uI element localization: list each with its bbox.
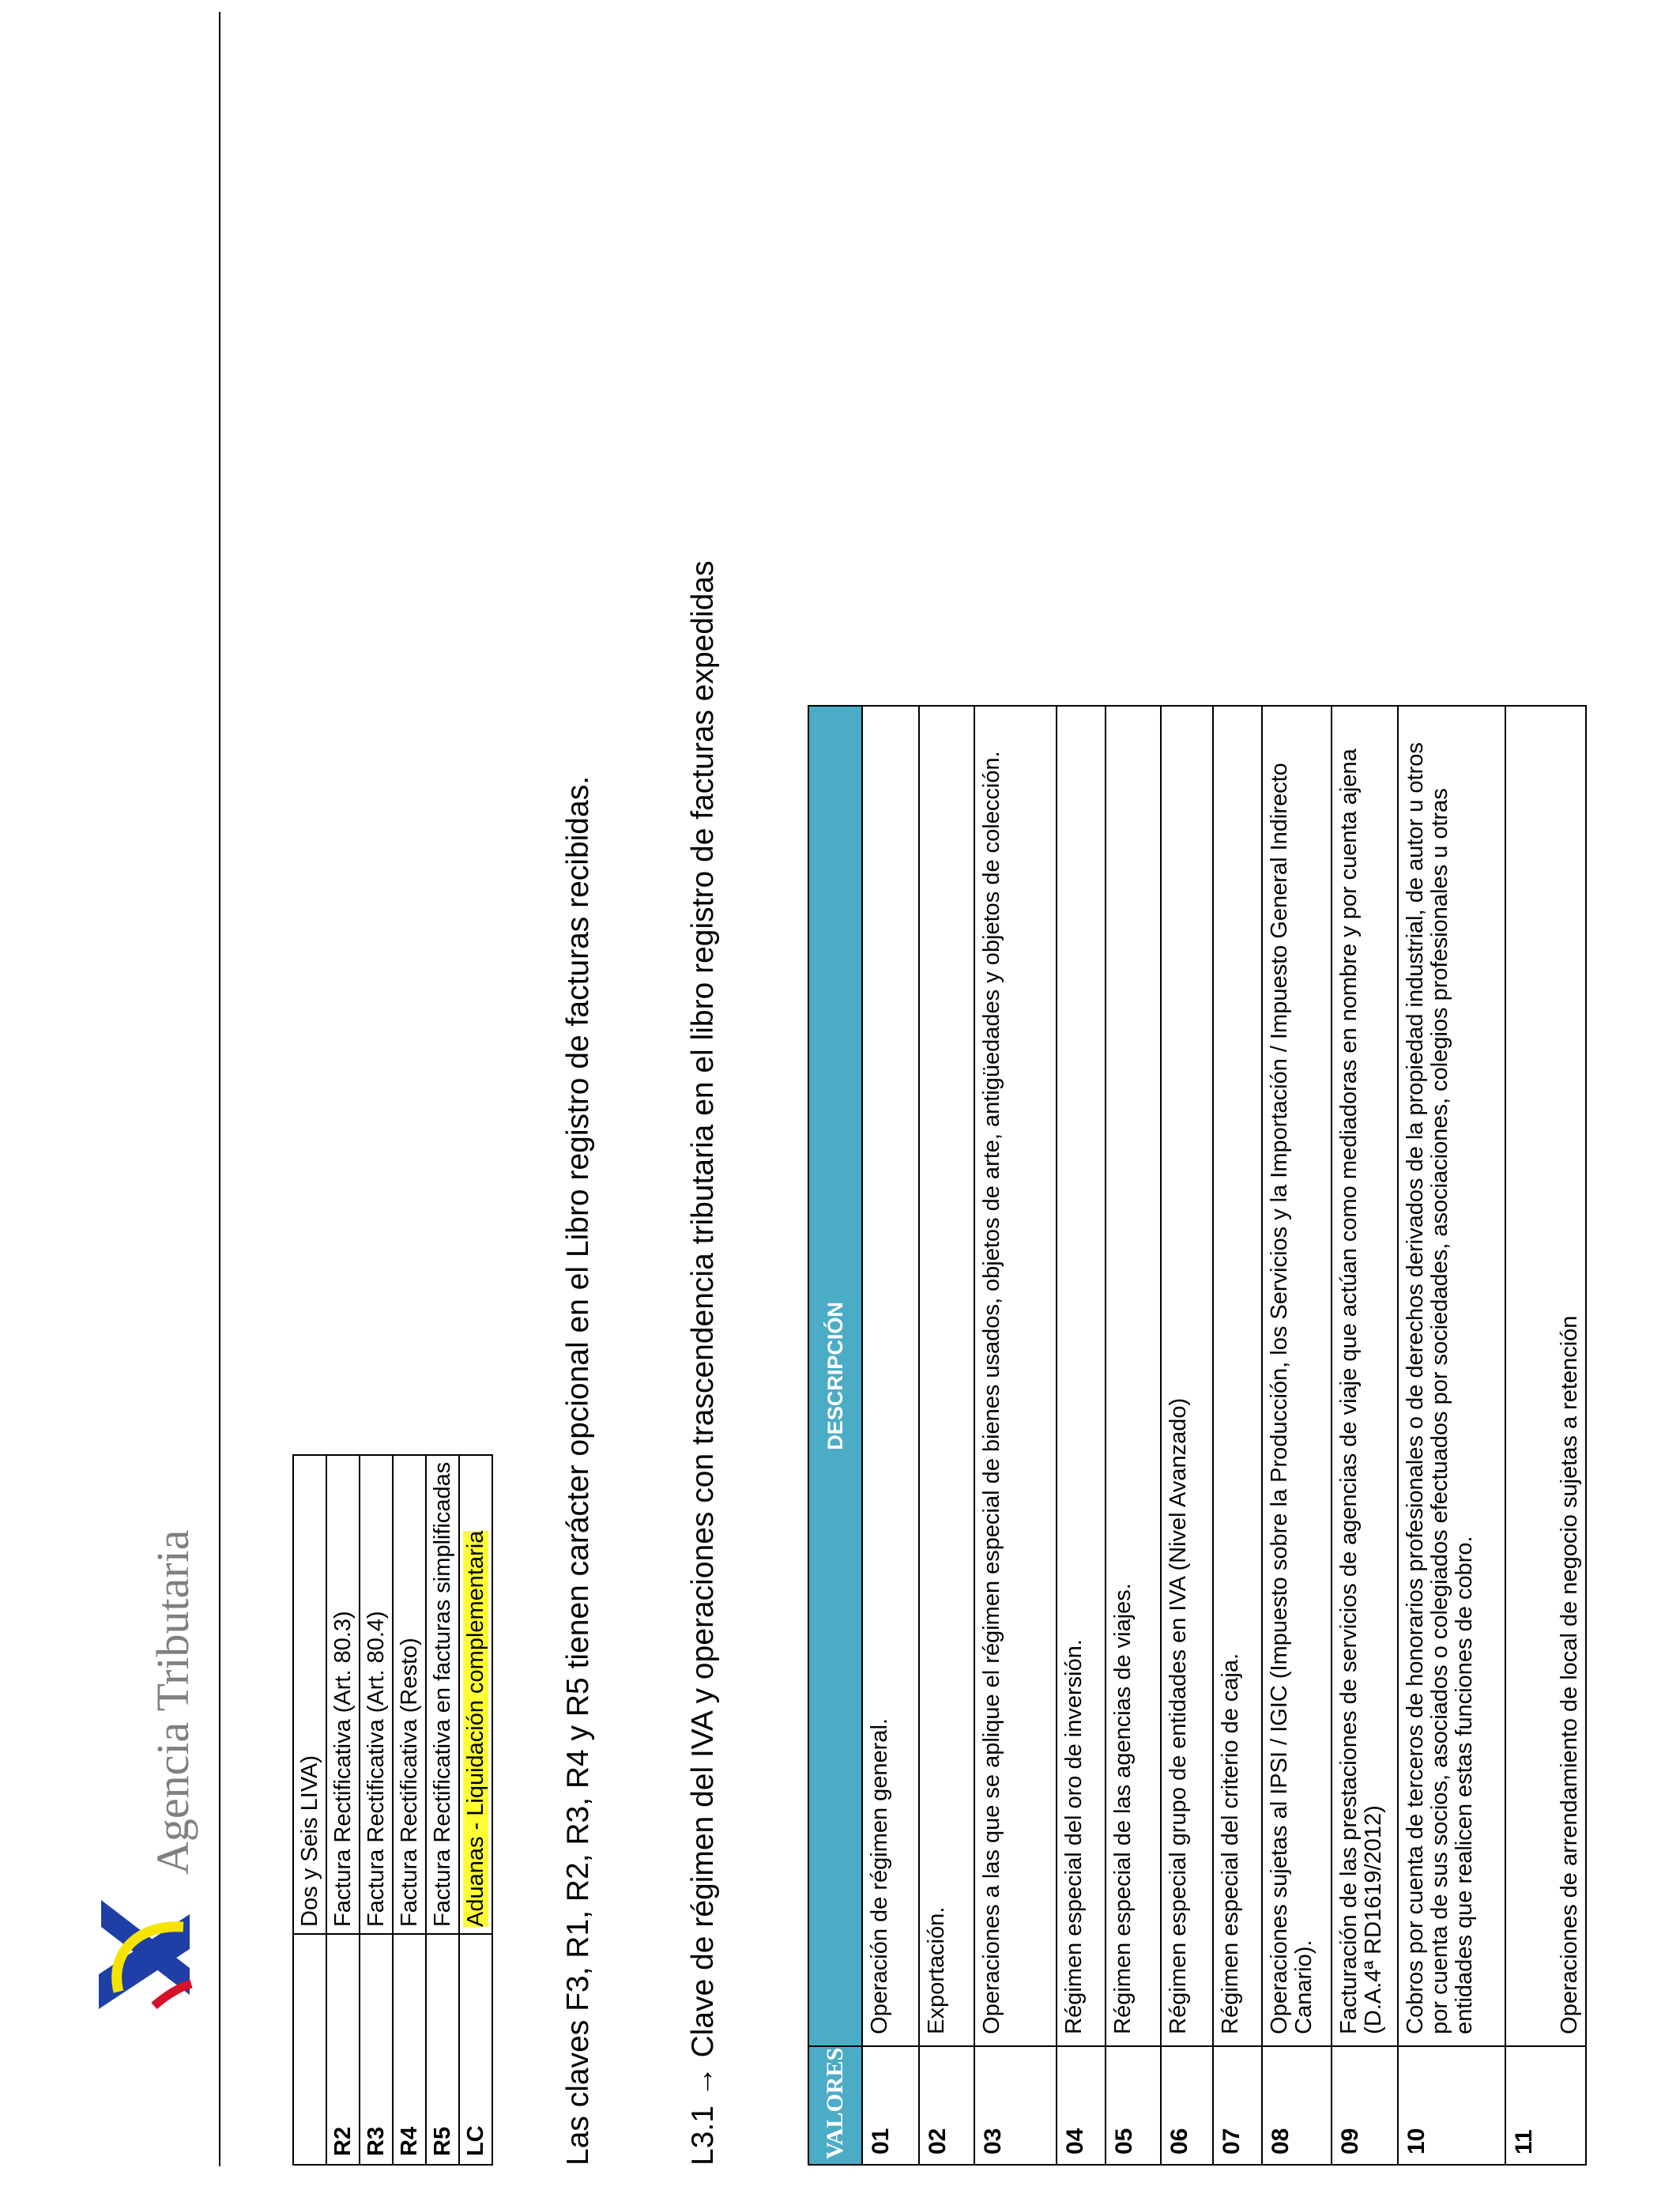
description-cell: Régimen especial del oro de inversión. [1057, 706, 1106, 2046]
value-cell: 03 [974, 2046, 1057, 2165]
table-row [1398, 706, 1505, 2165]
table-row [974, 706, 1057, 2165]
description-cell: Factura Rectificativa (Art. 80.3) [326, 1455, 360, 1934]
brand-text: Agencia Tributaria [147, 1529, 198, 1875]
code-cell: R5 [426, 1934, 459, 2165]
value-cell: 11 [1505, 2046, 1586, 2165]
description-cell: Factura Rectificativa (Art. 80.4) [360, 1455, 393, 1934]
description-cell [459, 1455, 492, 1934]
table-row [360, 1455, 393, 2165]
table-row [326, 1455, 360, 2165]
description-cell: Factura Rectificativa (Resto) [393, 1455, 426, 1934]
code-cell: LC [459, 1934, 492, 2165]
table-row [293, 1455, 326, 2165]
value-cell: 05 [1106, 2046, 1161, 2165]
description-cell: Operaciones a las que se aplique el régimen especial de bienes usados, objetos de arte, antigüedades y objetos de colección. [974, 706, 1057, 2046]
table-row [1262, 706, 1332, 2165]
code-cell [293, 1934, 326, 2165]
description-cell: Operaciones sujetas al IPSI / IGIC (Impuesto sobre la Producción, los Servicios y la Importación / Impuesto General Indirecto Canario). [1262, 706, 1332, 2046]
description-cell: Operación de régimen general. [862, 706, 919, 2046]
code-cell: R2 [326, 1934, 360, 2165]
value-cell: 07 [1213, 2046, 1262, 2165]
header-valores: VALORES [808, 2046, 862, 2165]
table-row [1057, 706, 1106, 2165]
description-cell: Factura Rectificativa en facturas simplificadas [426, 1455, 459, 1934]
table-row [1106, 706, 1161, 2165]
table-row [393, 1455, 426, 2165]
note-text: Las claves F3, R1, R2, R3, R4 y R5 tienen carácter opcional en el Libro registro de facturas recibidas. [561, 775, 595, 2166]
table-row [459, 1455, 492, 2165]
highlighted-text: Aduanas - Liquidación complementaria [463, 1530, 488, 1927]
table-header-row [808, 706, 862, 2165]
value-cell: 10 [1398, 2046, 1505, 2165]
description-cell: Régimen especial de las agencias de viajes. [1106, 706, 1161, 2046]
value-cell: 09 [1332, 2046, 1398, 2165]
table-row [426, 1455, 459, 2165]
value-cell: 02 [919, 2046, 974, 2165]
description-cell: Exportación. [919, 706, 974, 2046]
header-rule [219, 12, 220, 2166]
value-cell: 08 [1262, 2046, 1332, 2165]
table-row [1161, 706, 1213, 2165]
value-cell: 04 [1057, 2046, 1106, 2165]
table-row [1213, 706, 1262, 2165]
invoice-types-table [292, 1454, 493, 2166]
value-cell: 06 [1161, 2046, 1213, 2165]
description-cell: Régimen especial del criterio de caja. [1213, 706, 1262, 2046]
code-cell: R3 [360, 1934, 393, 2165]
description-cell: Régimen especial grupo de entidades en IVA (Nivel Avanzado) [1161, 706, 1213, 2046]
value-cell: 01 [862, 2046, 919, 2165]
description-cell: Dos y Seis LIVA) [293, 1455, 326, 1934]
header-descripcion: DESCRIPCIÓN [808, 706, 862, 2046]
description-cell: Cobros por cuenta de terceros de honorarios profesionales o de derechos derivados de la propiedad industrial, de autor u otros por cuenta de sus socios, asociados o colegiados efectuados por sociedades, asociaciones, colegios profesionales u otras entidades que realicen estas funciones de cobro. [1398, 706, 1505, 2046]
table-row [1505, 706, 1586, 2165]
table-row [1332, 706, 1398, 2165]
section-title: L3.1 → Clave de régimen del IVA y operaciones con trascendencia tributaria en el libro registro de facturas expedidas [686, 560, 720, 2166]
description-cell: Facturación de las prestaciones de servicios de agencias de viaje que actúan como mediadoras en nombre y por cuenta ajena (D.A.4ª RD1619/2012) [1332, 706, 1398, 2046]
table-row [919, 706, 974, 2165]
regime-table [808, 705, 1587, 2166]
table-row [862, 706, 919, 2165]
agencia-tributaria-logo-icon [95, 1897, 194, 2015]
code-cell: R4 [393, 1934, 426, 2165]
description-cell: Operaciones de arrendamiento de local de negocio sujetas a retención [1505, 706, 1586, 2046]
